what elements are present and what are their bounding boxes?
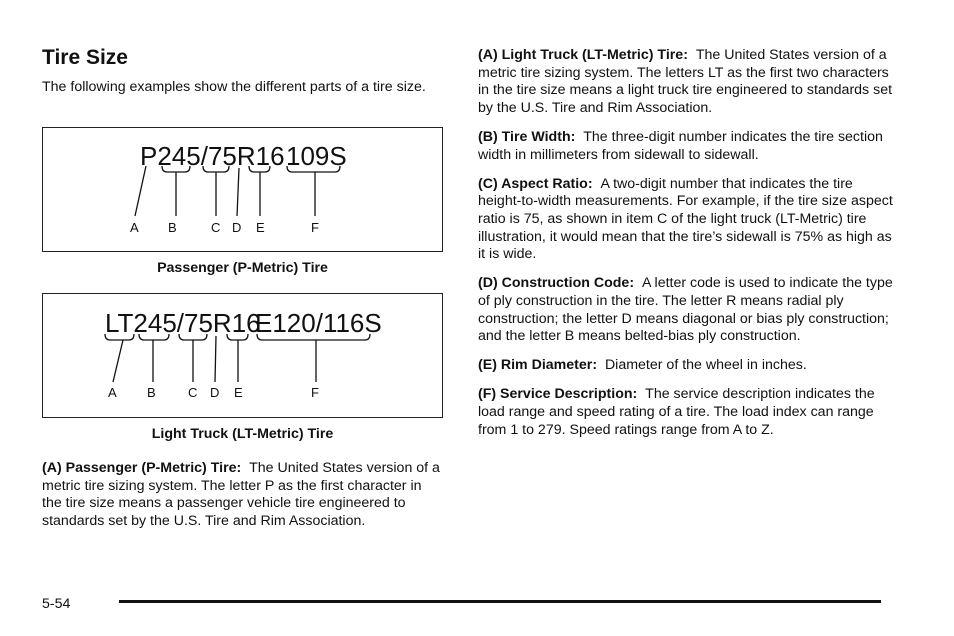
lt-label-f: F — [311, 385, 319, 400]
rim-diameter-definition — [478, 357, 898, 375]
lt-definition — [478, 47, 898, 117]
passenger-tire-svg — [43, 128, 444, 253]
construction-code-heading: (D) Construction Code: — [478, 275, 635, 292]
passenger-definition-heading: (A) Passenger (P-Metric) Tire: — [42, 460, 242, 476]
lt-definition-text: The United States version of a metric tire sizing system. The letters LT as the first two characters in the tire size means a light truck tire engineered to standards set by the U.S. Tire and Rim Association. — [478, 47, 893, 116]
rim-diameter-text: Diameter of the wheel in inches. — [604, 357, 807, 374]
lt-label-d: D — [210, 385, 220, 400]
passenger-definition — [42, 460, 444, 530]
lt-caption: Light Truck (LT-Metric) Tire — [151, 426, 334, 442]
footer-rule — [119, 600, 881, 603]
passenger-service-code: 109S — [286, 141, 347, 171]
passenger-label-e: E — [256, 220, 265, 235]
lt-label-a: A — [108, 385, 117, 400]
page-title: Tire Size — [42, 46, 128, 69]
passenger-label-f: F — [311, 220, 319, 235]
service-description-text: The service description indicates the load range and speed rating of a tire. The load index can range from 1 to 279. Speed ratings range from A to Z. — [478, 386, 875, 438]
construction-code-text: A letter code is used to indicate the type of ply construction in the tire. The letter R means radial ply construction; the letter D means diagonal or bias ply construction; and the letter B means belted-bias ply construction. — [478, 275, 893, 345]
lt-tire-svg — [43, 294, 444, 419]
passenger-size-code: P245/75R16 — [140, 141, 285, 171]
rim-diameter-heading: (E) Rim Diameter: — [478, 357, 598, 374]
construction-code-definition — [478, 275, 898, 345]
passenger-leader-lines — [135, 166, 340, 216]
tire-width-text: The three-digit number indicates the tire section width in millimeters from sidewall to sidewall. — [478, 128, 883, 163]
passenger-definition-text: The United States version of a metric tire sizing system. The letter P as the first character in the tire size means a passenger vehicle tire engineered to standards set by the U.S. Tire and Rim Association. — [42, 460, 440, 529]
passenger-label-b: B — [168, 220, 177, 235]
right-column — [478, 47, 898, 451]
lt-size-code: LT245/75R16 — [105, 308, 261, 338]
left-column — [42, 46, 444, 97]
lt-label-e: E — [234, 385, 243, 400]
passenger-label-c: C — [211, 220, 221, 235]
service-description-heading: (F) Service Description: — [478, 386, 638, 403]
tire-width-definition — [478, 129, 898, 164]
lt-leader-lines — [105, 334, 370, 382]
aspect-ratio-text: A two-digit number that indicates the tire height-to-width measurements. For example, if the tire size aspect ratio is 75, as shown in item C of the light truck (LT-Metric) tire illustration, it would mean that the tire’s sidewall is 75% as high as it is wide. — [478, 175, 893, 263]
tire-width-heading: (B) Tire Width: — [478, 128, 576, 145]
passenger-label-d: D — [232, 220, 242, 235]
lt-label-c: C — [188, 385, 198, 400]
aspect-ratio-definition — [478, 176, 898, 264]
lt-service-code: E120/116S — [255, 308, 382, 338]
service-description-definition — [478, 386, 898, 439]
lt-label-b: B — [147, 385, 156, 400]
passenger-label-a: A — [130, 220, 139, 235]
passenger-caption: Passenger (P-Metric) Tire — [157, 260, 328, 276]
aspect-ratio-heading: (C) Aspect Ratio: — [478, 175, 593, 192]
page-number: 5-54 — [42, 596, 71, 612]
lt-tire-diagram — [42, 293, 443, 418]
lt-definition-heading: (A) Light Truck (LT-Metric) Tire: — [478, 47, 688, 63]
intro-text: The following examples show the different parts of a tire size. — [42, 79, 426, 95]
passenger-tire-diagram — [42, 127, 443, 252]
